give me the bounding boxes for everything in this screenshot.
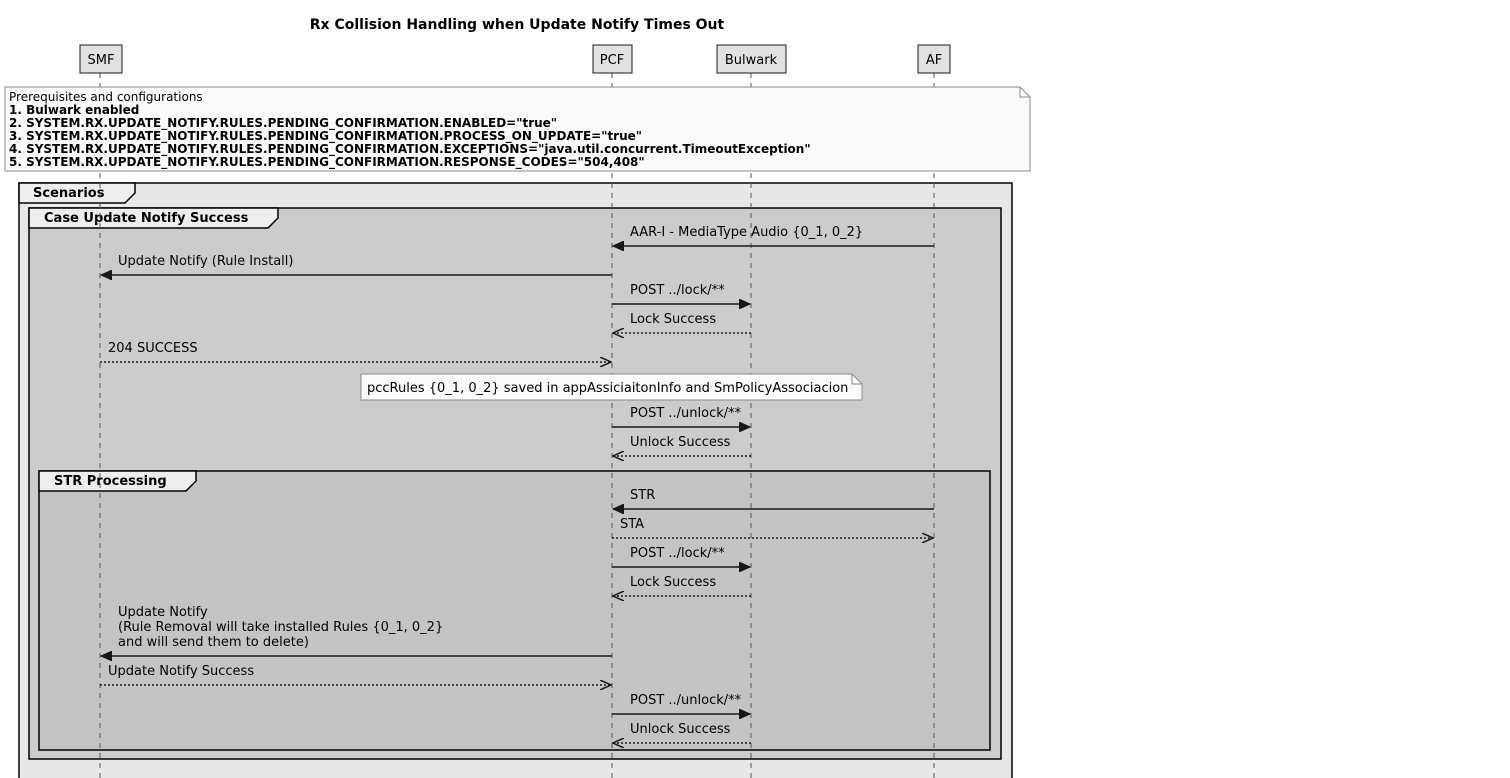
participant-label: AF: [925, 53, 943, 68]
participant-label: Bulwark: [724, 53, 778, 68]
message-label: POST ../unlock/**: [630, 693, 742, 708]
message-label: POST ../unlock/**: [630, 406, 742, 421]
participant-smf: [80, 45, 122, 73]
group-label: Scenarios: [33, 186, 105, 201]
message-label: AAR-I - MediaType Audio {0_1, 0_2}: [630, 225, 864, 240]
note-item: 5. SYSTEM.RX.UPDATE_NOTIFY.RULES.PENDING_CONFIRMATION.RESPONSE_CODES="504,408": [9, 155, 645, 169]
participant-label: SMF: [87, 53, 115, 68]
group-label: Case Update Notify Success: [44, 211, 249, 226]
note-item: 4. SYSTEM.RX.UPDATE_NOTIFY.RULES.PENDING_CONFIRMATION.EXCEPTIONS="java.util.concurrent.TimeoutException": [9, 142, 811, 156]
message-label: and will send them to delete): [118, 635, 309, 650]
participant-bulwark: [717, 45, 786, 73]
message-label: Update Notify Success: [108, 664, 255, 679]
message-label: Lock Success: [630, 312, 717, 327]
message-label: Update Notify (Rule Install): [118, 254, 294, 269]
message-label: POST ../lock/**: [630, 283, 725, 298]
message-label: 204 SUCCESS: [108, 341, 198, 356]
diagram-title: Rx Collision Handling when Update Notify Times Out: [309, 17, 725, 33]
message-label: Lock Success: [630, 575, 717, 590]
message-label: Unlock Success: [630, 722, 731, 737]
note-item: 3. SYSTEM.RX.UPDATE_NOTIFY.RULES.PENDING_CONFIRMATION.PROCESS_ON_UPDATE="true": [9, 129, 643, 143]
prerequisites-note: [5, 87, 1030, 171]
note-heading: Prerequisites and configurations: [9, 90, 203, 104]
message-label: STA: [620, 517, 645, 532]
note-text: pccRules {0_1, 0_2} saved in appAssiciaitonInfo and SmPolicyAssociacion: [367, 381, 849, 396]
message-label: POST ../lock/**: [630, 546, 725, 561]
participant-af: [918, 45, 950, 73]
note-item: 2. SYSTEM.RX.UPDATE_NOTIFY.RULES.PENDING_CONFIRMATION.ENABLED="true": [9, 116, 558, 130]
group-label: STR Processing: [54, 474, 167, 489]
note-item: 1. Bulwark enabled: [9, 103, 140, 117]
message-label: Update Notify: [118, 605, 208, 620]
participant-label: PCF: [599, 53, 625, 68]
participant-pcf: [593, 45, 632, 73]
message-label: (Rule Removal will take installed Rules {0_1, 0_2}: [118, 620, 444, 635]
message-label: STR: [630, 488, 656, 503]
pcc-rules-note: [361, 374, 862, 400]
message-label: Unlock Success: [630, 435, 731, 450]
